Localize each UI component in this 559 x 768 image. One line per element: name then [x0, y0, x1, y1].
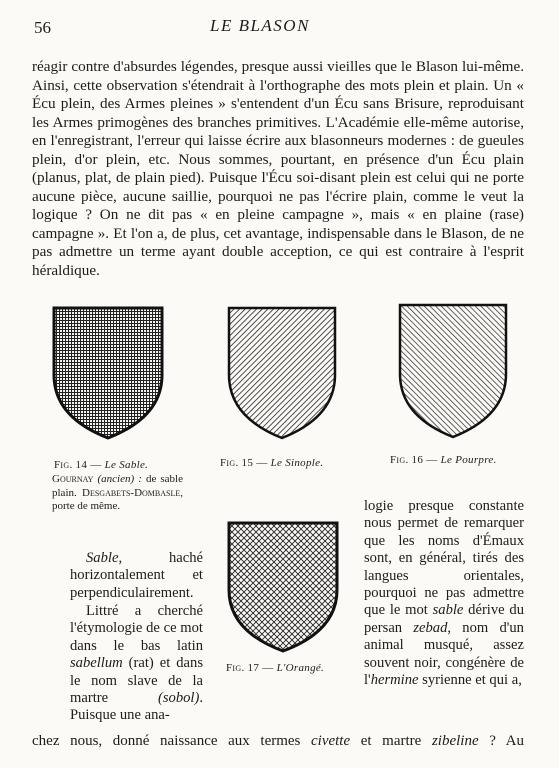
- figure-note: [52, 473, 183, 514]
- text-run: . Puisque une ana-: [70, 690, 203, 724]
- figure-number: Fig. 15 —: [220, 457, 268, 469]
- term-sabellum: sabellum: [70, 655, 123, 672]
- note-text: de sable plain.: [52, 473, 183, 499]
- figure-name: L'Orangé.: [276, 662, 325, 674]
- right-paragraph: [364, 498, 524, 689]
- left-paragraph-1: [70, 550, 203, 602]
- text-run: et martre: [350, 733, 432, 749]
- text-run: ? Au: [478, 733, 524, 749]
- figure-name: Le Pourpre.: [440, 454, 497, 466]
- figure-caption: [390, 454, 497, 466]
- left-column: [70, 550, 203, 602]
- shield-pourpre-figure: [397, 302, 509, 440]
- right-column: [364, 498, 524, 689]
- text-run: syrienne et qui a,: [418, 672, 522, 689]
- page-number: 56: [34, 18, 51, 37]
- text-run: Littré a cherché l'étymologie de ce mot dans le bas latin: [70, 603, 203, 654]
- text-run: (rat) et dans le nom slave de la martre: [70, 655, 203, 707]
- left-paragraph-2: [70, 603, 203, 725]
- text-run: logie presque constante nous permet de remarquer que les noms d'Émaux sont, en général, tirés des langues orientales, pourquoi ne pas admettre que le mot: [364, 498, 524, 619]
- term-hermine: hermine: [370, 672, 419, 689]
- shield-orange-figure: [226, 520, 340, 654]
- figure-number: Fig. 17 —: [226, 662, 274, 674]
- term-zibeline: zibeline: [431, 733, 479, 749]
- text-run: chez nous, donné naissance aux termes: [32, 733, 311, 749]
- figure-name: Le Sinople.: [270, 457, 324, 469]
- term-sable: sable: [432, 602, 464, 619]
- shield-sable-figure: [50, 305, 166, 441]
- left-column-2: [70, 603, 203, 725]
- figure-caption: [54, 459, 148, 471]
- intro-paragraph: [32, 58, 524, 280]
- figure-caption: [220, 457, 323, 469]
- note-text-2: , porte de même.: [52, 486, 183, 512]
- term-sable: Sable: [86, 550, 119, 566]
- figure-number: Fig. 14 —: [54, 459, 102, 471]
- figure-number: Fig. 16 —: [390, 454, 438, 466]
- left-paragraph-1-text: , haché horizontalement et perpendiculairement.: [70, 550, 203, 601]
- arms-owner-qualifier: (ancien): [97, 473, 135, 485]
- figure-name: Le Sable.: [104, 459, 149, 471]
- note-colon: :: [138, 473, 142, 485]
- term-sobol: (sobol): [157, 690, 200, 707]
- closing-line: [32, 732, 524, 750]
- running-title: LE BLASON: [210, 16, 310, 35]
- text-run: , nom d'un animal musqué, assez souvent noir, congénère de l': [364, 619, 524, 689]
- intro-paragraph-text: réagir contre d'absurdes légendes, presque aussi vieilles que le Blason lui-même. Ainsi, cette observation s'étendrait à l'orthographe des mots plein et plain. Un « Écu plein, des Armes pleines » s'entendent d'un Écu sans Brisure, reproduisant les Armes primogènes des branches primitives. L'Académie elle-même autorise, en l'enregistrant, l'erreur qui laisse écrire aux blasonneurs modernes : de gueules plein, d'or plein, etc. Nous sommes, pourtant, en présence d'un Écu plain (planus, plat, de plain pied). Puisque l'Écu soi-disant plein est celui qui ne porte aucune pièce, aucune saillie, pourquoi ne pas l'écrire plain, comme le veut la logique ? On ne dit pas « en pleine campagne », mais « en plaine (rase) campagne ». Et l'on a, de plus, cet avantage, indispensable dans le Blason, de ne pas admettre un terme ayant double acception, ce qui est contraire à l'esprit héraldique.: [32, 58, 524, 279]
- arms-owner-name-2: Desgabets-Dombasle: [82, 486, 181, 499]
- arms-owner-name: Gournay: [52, 473, 94, 485]
- term-civette: civette: [311, 733, 351, 749]
- term-zebad: zebad: [413, 619, 448, 636]
- shield-sinople-figure: [226, 305, 338, 441]
- figure-caption: [226, 662, 324, 674]
- text-run: dérive du persan: [364, 602, 524, 636]
